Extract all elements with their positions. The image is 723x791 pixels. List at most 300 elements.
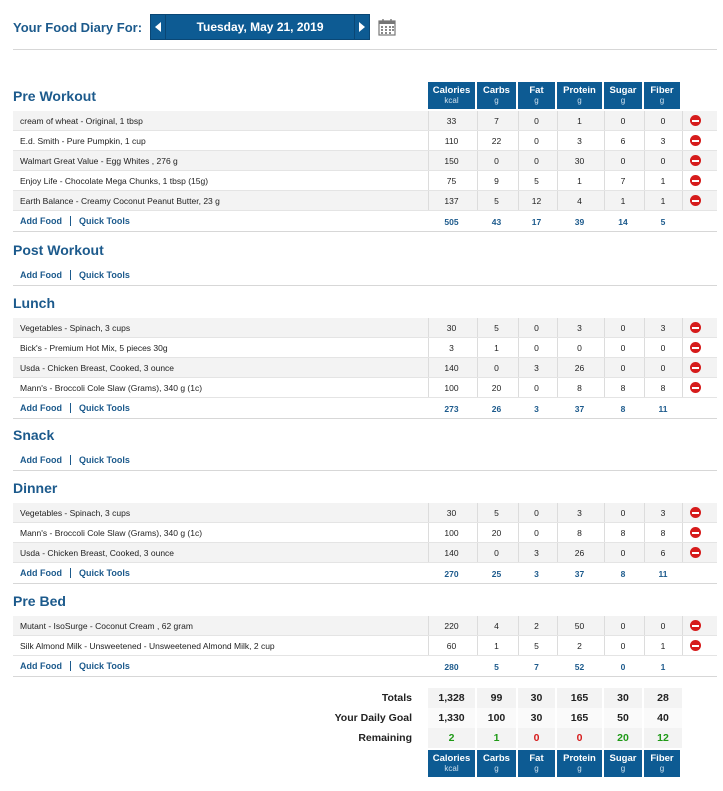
remove-entry-icon[interactable] — [690, 342, 701, 353]
column-divider — [682, 616, 683, 635]
nutrient-value: 100 — [444, 528, 459, 538]
column-divider — [682, 318, 683, 337]
remove-entry-icon[interactable] — [690, 362, 701, 373]
column-divider — [682, 151, 683, 170]
nutrient-value: 1 — [660, 176, 666, 186]
link-separator — [70, 216, 71, 226]
nutrient-value: 12 — [531, 196, 542, 206]
meal-total-value: 43 — [491, 217, 502, 227]
nutrient-value: 22 — [491, 136, 502, 146]
meal-links — [20, 661, 130, 671]
summary-value: 20 — [604, 728, 642, 748]
nutrient-value: 30 — [574, 156, 585, 166]
nutrient-value: 9 — [494, 176, 499, 186]
food-name[interactable]: Vegetables - Spinach, 3 cups — [20, 508, 131, 518]
nutrient-value: 6 — [620, 136, 626, 146]
summary-value: 0 — [518, 728, 555, 748]
nutrient-value: 30 — [446, 508, 457, 518]
food-name[interactable]: Usda - Chicken Breast, Cooked, 3 ounce — [20, 548, 175, 558]
nutrient-value: 0 — [660, 621, 666, 631]
meal-total-value: 26 — [491, 404, 502, 414]
nutrient-value: 7 — [620, 176, 626, 186]
nutrient-value: 0 — [660, 343, 666, 353]
column-divider — [428, 503, 429, 522]
remove-entry-icon[interactable] — [690, 155, 701, 166]
column-divider — [557, 338, 558, 357]
column-header-fiber — [644, 82, 682, 109]
meal-links — [20, 216, 130, 226]
column-name: Carbs — [483, 85, 510, 96]
nutrient-value: 0 — [620, 508, 626, 518]
column-divider — [428, 523, 429, 542]
column-divider — [682, 338, 683, 357]
meal-actions-row — [13, 656, 717, 677]
quick-tools-link[interactable]: Quick Tools — [79, 661, 130, 671]
column-divider — [682, 131, 683, 150]
nutrient-value: 140 — [444, 363, 459, 373]
nutrient-value: 1 — [577, 116, 582, 126]
meal-title-snack: Snack — [13, 427, 55, 443]
meal-title-pre-workout: Pre Workout — [13, 88, 96, 104]
column-divider — [428, 151, 429, 170]
nutrient-value: 20 — [491, 528, 502, 538]
add-food-link[interactable]: Add Food — [20, 403, 62, 413]
nutrient-value: 1 — [494, 343, 499, 353]
nutrient-value: 26 — [574, 548, 585, 558]
nutrient-value: 0 — [620, 621, 626, 631]
nutrient-value: 2 — [577, 641, 582, 651]
nutrient-value: 4 — [577, 196, 582, 206]
column-divider — [682, 503, 683, 522]
diary-header — [13, 12, 396, 42]
summary-value: 165 — [557, 688, 602, 708]
column-header-carbs — [477, 82, 518, 109]
remove-entry-icon[interactable] — [690, 507, 701, 518]
summary-value: 165 — [557, 708, 602, 728]
summary-label: Your Daily Goal — [334, 712, 412, 724]
food-name[interactable]: Earth Balance - Creamy Coconut Peanut Butter, 23 g — [20, 196, 220, 206]
nutrient-value: 8 — [620, 528, 626, 538]
food-entry-row[interactable] — [13, 503, 717, 523]
nutrient-value: 4 — [494, 621, 499, 631]
meal-links — [20, 270, 130, 280]
column-unit: g — [534, 96, 539, 105]
column-divider — [682, 171, 683, 190]
nutrient-value: 8 — [620, 383, 626, 393]
nutrient-value: 0 — [494, 548, 499, 558]
column-divider — [428, 543, 429, 562]
column-divider — [557, 523, 558, 542]
nutrient-value: 2 — [534, 621, 539, 631]
nutrient-value: 0 — [620, 156, 626, 166]
column-header-calories — [428, 82, 477, 109]
meal-actions-row — [13, 265, 717, 286]
meal-total-value: 14 — [618, 217, 628, 227]
food-name[interactable]: E.d. Smith - Pure Pumpkin, 1 cup — [20, 136, 146, 146]
nutrient-value: 50 — [574, 621, 585, 631]
date-navigator — [150, 14, 370, 40]
column-divider — [557, 636, 558, 655]
calendar-icon[interactable] — [378, 18, 396, 36]
meal-total-value: 3 — [534, 569, 539, 579]
nutrient-value: 3 — [577, 508, 582, 518]
summary-value: 100 — [477, 708, 516, 728]
remove-entry-icon[interactable] — [690, 322, 701, 333]
meal-total-value: 5 — [660, 217, 666, 227]
nutrient-value: 0 — [620, 323, 626, 333]
meal-total-value: 8 — [620, 569, 626, 579]
meal-links — [20, 455, 130, 465]
food-entry-row[interactable] — [13, 616, 717, 636]
column-divider — [557, 111, 558, 130]
food-entry-row[interactable] — [13, 111, 717, 131]
column-name: Calories — [432, 85, 471, 96]
meal-total-value: 270 — [444, 569, 459, 579]
nutrient-value: 3 — [577, 136, 582, 146]
column-divider — [428, 318, 429, 337]
meal-total-value: 5 — [494, 662, 499, 672]
nutrient-value: 1 — [577, 176, 582, 186]
food-name[interactable]: cream of wheat - Original, 1 tbsp — [20, 116, 143, 126]
column-divider — [682, 358, 683, 377]
nutrient-value: 0 — [620, 363, 626, 373]
link-separator — [70, 270, 71, 280]
meal-links — [20, 403, 130, 413]
column-divider — [682, 191, 683, 210]
nutrient-value: 3 — [534, 363, 539, 373]
nutrient-value: 0 — [620, 116, 626, 126]
summary-totals-row — [13, 688, 717, 708]
meal-total-value: 11 — [658, 569, 668, 579]
column-divider — [557, 358, 558, 377]
remove-entry-icon[interactable] — [690, 640, 701, 651]
column-unit: kcal — [444, 96, 459, 105]
column-divider — [682, 636, 683, 655]
nutrient-value: 3 — [660, 136, 666, 146]
meal-total-value: 37 — [574, 569, 585, 579]
next-day-button[interactable] — [354, 14, 370, 40]
meal-actions-row — [13, 398, 717, 419]
food-entry-row[interactable] — [13, 543, 717, 563]
meal-total-value: 37 — [574, 404, 585, 414]
nutrient-value: 110 — [444, 136, 459, 146]
nutrient-value: 0 — [534, 323, 539, 333]
column-name: Fiber — [650, 753, 674, 764]
meal-total-value: 7 — [534, 662, 539, 672]
nutrient-value: 33 — [446, 116, 457, 126]
nutrient-value: 8 — [660, 528, 666, 538]
food-entry-row[interactable] — [13, 358, 717, 378]
remove-entry-icon[interactable] — [690, 382, 701, 393]
food-entry-row[interactable] — [13, 378, 717, 398]
nutrient-value: 30 — [446, 323, 457, 333]
summary-value: 12 — [644, 728, 682, 748]
column-name: Calories — [432, 753, 471, 764]
food-name[interactable]: Enjoy Life - Chocolate Mega Chunks, 1 tbsp (15g) — [20, 176, 209, 186]
food-name[interactable]: Mutant - IsoSurge - Coconut Cream , 62 gram — [20, 621, 193, 631]
column-unit: g — [659, 764, 665, 773]
current-date[interactable]: Tuesday, May 21, 2019 — [166, 14, 354, 40]
column-header-carbs — [477, 750, 518, 777]
nutrient-value: 5 — [494, 323, 499, 333]
nutrient-value: 5 — [494, 508, 499, 518]
column-name: Fat — [529, 753, 544, 764]
column-divider — [557, 503, 558, 522]
food-entry-row[interactable] — [13, 318, 717, 338]
meal-total-value: 273 — [444, 404, 459, 414]
nutrient-value: 150 — [444, 156, 459, 166]
summary-value: 2 — [428, 728, 475, 748]
column-divider — [428, 378, 429, 397]
summary-value: 0 — [557, 728, 602, 748]
food-entry-row[interactable] — [13, 131, 717, 151]
remove-entry-icon[interactable] — [690, 115, 701, 126]
remove-entry-icon[interactable] — [690, 527, 701, 538]
nutrient-value: 20 — [491, 383, 502, 393]
summary-label: Totals — [381, 692, 412, 704]
column-header-sugar — [604, 750, 644, 777]
summary-value: 28 — [644, 688, 682, 708]
summary-label: Remaining — [358, 732, 412, 744]
column-unit: g — [534, 764, 539, 773]
meal-total-value: 11 — [658, 404, 668, 414]
nutrient-value: 0 — [660, 363, 666, 373]
nutrient-value: 0 — [494, 363, 499, 373]
column-divider — [557, 543, 558, 562]
column-name: Fiber — [650, 85, 674, 96]
column-name: Protein — [563, 753, 596, 764]
nutrient-value: 60 — [446, 641, 457, 651]
food-name[interactable]: Mann's - Broccoli Cole Slaw (Grams), 340 g (1c) — [20, 528, 203, 538]
food-name[interactable]: Usda - Chicken Breast, Cooked, 3 ounce — [20, 363, 175, 373]
column-divider — [557, 131, 558, 150]
meal-title-pre-bed: Pre Bed — [13, 593, 66, 609]
link-separator — [70, 455, 71, 465]
summary-value: 30 — [518, 708, 555, 728]
diary-label: Your Food Diary For: — [13, 19, 143, 35]
nutrient-value: 0 — [534, 528, 539, 538]
column-divider — [428, 131, 429, 150]
column-unit: g — [659, 96, 665, 105]
nutrient-value: 0 — [620, 343, 626, 353]
nutrient-value: 0 — [534, 343, 539, 353]
nutrient-value: 0 — [534, 136, 539, 146]
column-unit: g — [577, 96, 582, 105]
column-divider — [557, 616, 558, 635]
meal-total-value: 280 — [444, 662, 459, 672]
column-unit: g — [494, 764, 499, 773]
food-entry-row[interactable] — [13, 636, 717, 656]
column-unit: kcal — [444, 764, 459, 773]
column-divider — [557, 151, 558, 170]
nutrient-value: 0 — [660, 116, 666, 126]
column-header-fat — [518, 750, 557, 777]
add-food-link[interactable]: Add Food — [20, 661, 62, 671]
remove-entry-icon[interactable] — [690, 620, 701, 631]
summary-value: 1,330 — [428, 708, 475, 728]
column-name: Sugar — [609, 753, 637, 764]
food-name[interactable]: Walmart Great Value - Egg Whites , 276 g — [20, 156, 178, 166]
meal-total-value: 52 — [574, 662, 585, 672]
nutrient-value: 0 — [534, 116, 539, 126]
nutrient-value: 0 — [534, 383, 539, 393]
column-name: Fat — [529, 85, 544, 96]
nutrient-value: 3 — [660, 323, 666, 333]
column-unit: g — [577, 764, 582, 773]
column-divider — [428, 616, 429, 635]
food-entry-row[interactable] — [13, 171, 717, 191]
meal-actions-row — [13, 450, 717, 471]
nutrient-value: 0 — [494, 156, 499, 166]
summary-goal-row — [13, 708, 717, 728]
column-divider — [557, 171, 558, 190]
meal-title-post-workout: Post Workout — [13, 242, 104, 258]
link-separator — [70, 568, 71, 578]
nutrient-value: 6 — [660, 548, 666, 558]
column-name: Sugar — [609, 85, 637, 96]
nutrient-value: 3 — [660, 508, 666, 518]
column-divider — [557, 318, 558, 337]
column-divider — [428, 111, 429, 130]
meal-title-lunch: Lunch — [13, 295, 55, 311]
column-unit: g — [620, 764, 626, 773]
food-name[interactable]: Silk Almond Milk - Unsweetened - Unsweetened Almond Milk, 2 cup — [20, 641, 275, 651]
nutrient-value: 26 — [574, 363, 585, 373]
nutrient-value: 5 — [534, 176, 539, 186]
add-food-link[interactable]: Add Food — [20, 568, 62, 578]
summary-value: 40 — [644, 708, 682, 728]
nutrient-value: 0 — [577, 343, 582, 353]
meal-total-value: 8 — [620, 404, 626, 414]
quick-tools-link[interactable]: Quick Tools — [79, 270, 130, 280]
column-header-sugar — [604, 82, 644, 109]
column-header-fat — [518, 82, 557, 109]
food-entry-row[interactable] — [13, 338, 717, 358]
food-entry-row[interactable] — [13, 191, 717, 211]
column-divider — [428, 358, 429, 377]
quick-tools-link[interactable]: Quick Tools — [79, 216, 130, 226]
nutrient-value: 137 — [444, 196, 459, 206]
meal-total-value: 17 — [531, 217, 542, 227]
quick-tools-link[interactable]: Quick Tools — [79, 568, 130, 578]
nutrient-value: 140 — [444, 548, 459, 558]
nutrient-value: 1 — [494, 641, 499, 651]
remove-entry-icon[interactable] — [690, 195, 701, 206]
summary-value: 99 — [477, 688, 516, 708]
quick-tools-link[interactable]: Quick Tools — [79, 403, 130, 413]
column-header-protein — [557, 82, 604, 109]
column-divider — [428, 191, 429, 210]
quick-tools-link[interactable]: Quick Tools — [79, 455, 130, 465]
header-divider — [13, 49, 717, 50]
nutrient-value: 0 — [534, 508, 539, 518]
remove-entry-icon[interactable] — [690, 547, 701, 558]
summary-remaining-row — [13, 728, 717, 748]
column-header-calories — [428, 750, 477, 777]
summary-value: 30 — [604, 688, 642, 708]
nutrient-value: 75 — [446, 176, 457, 186]
nutrient-value: 0 — [534, 156, 539, 166]
column-headers — [428, 750, 682, 777]
meal-total-value: 0 — [620, 662, 626, 672]
column-divider — [557, 378, 558, 397]
summary-value: 1 — [477, 728, 516, 748]
nutrient-value: 8 — [660, 383, 666, 393]
link-separator — [70, 403, 71, 413]
food-name[interactable]: Vegetables - Spinach, 3 cups — [20, 323, 131, 333]
arrow-right-icon — [359, 22, 365, 32]
nutrient-value: 3 — [534, 548, 539, 558]
add-food-link[interactable]: Add Food — [20, 270, 62, 280]
nutrient-value: 8 — [577, 383, 582, 393]
column-divider — [428, 338, 429, 357]
column-divider — [428, 171, 429, 190]
nutrient-value: 220 — [444, 621, 459, 631]
food-entry-row[interactable] — [13, 151, 717, 171]
food-entry-row[interactable] — [13, 523, 717, 543]
column-header-protein — [557, 750, 604, 777]
column-unit: g — [494, 96, 499, 105]
column-divider — [682, 378, 683, 397]
column-divider — [428, 636, 429, 655]
nutrient-value: 100 — [444, 383, 459, 393]
nutrient-value: 0 — [620, 548, 626, 558]
nutrient-value: 3 — [577, 323, 582, 333]
column-name: Carbs — [483, 753, 510, 764]
meal-total-value: 3 — [534, 404, 539, 414]
nutrient-value: 8 — [577, 528, 582, 538]
meal-actions-row — [13, 211, 717, 232]
meal-total-value: 39 — [574, 217, 585, 227]
column-unit: g — [620, 96, 626, 105]
meal-title-dinner: Dinner — [13, 480, 58, 496]
nutrient-value: 0 — [660, 156, 666, 166]
summary-value: 50 — [604, 708, 642, 728]
nutrient-value: 1 — [620, 196, 626, 206]
summary-value: 1,328 — [428, 688, 475, 708]
summary-value: 30 — [518, 688, 555, 708]
column-name: Protein — [563, 85, 596, 96]
meal-actions-row — [13, 563, 717, 584]
arrow-left-icon — [155, 22, 161, 32]
food-name[interactable]: Mann's - Broccoli Cole Slaw (Grams), 340 g (1c) — [20, 383, 203, 393]
meal-total-value: 1 — [660, 662, 666, 672]
meal-total-value: 25 — [491, 569, 502, 579]
add-food-link[interactable]: Add Food — [20, 216, 62, 226]
previous-day-button[interactable] — [150, 14, 166, 40]
add-food-link[interactable]: Add Food — [20, 455, 62, 465]
remove-entry-icon[interactable] — [690, 135, 701, 146]
column-headers — [428, 82, 682, 109]
column-divider — [682, 543, 683, 562]
food-name[interactable]: Bick's - Premium Hot Mix, 5 pieces 30g — [20, 343, 168, 353]
nutrient-value: 7 — [494, 116, 499, 126]
column-divider — [557, 191, 558, 210]
nutrient-value: 5 — [494, 196, 499, 206]
nutrient-value: 3 — [449, 343, 454, 353]
nutrient-value: 5 — [534, 641, 539, 651]
column-divider — [682, 111, 683, 130]
column-divider — [682, 523, 683, 542]
nutrient-value: 1 — [660, 641, 666, 651]
link-separator — [70, 661, 71, 671]
nutrient-value: 0 — [620, 641, 626, 651]
meal-total-value: 505 — [444, 217, 459, 227]
column-header-fiber — [644, 750, 682, 777]
remove-entry-icon[interactable] — [690, 175, 701, 186]
nutrient-value: 1 — [660, 196, 666, 206]
meal-links — [20, 568, 130, 578]
